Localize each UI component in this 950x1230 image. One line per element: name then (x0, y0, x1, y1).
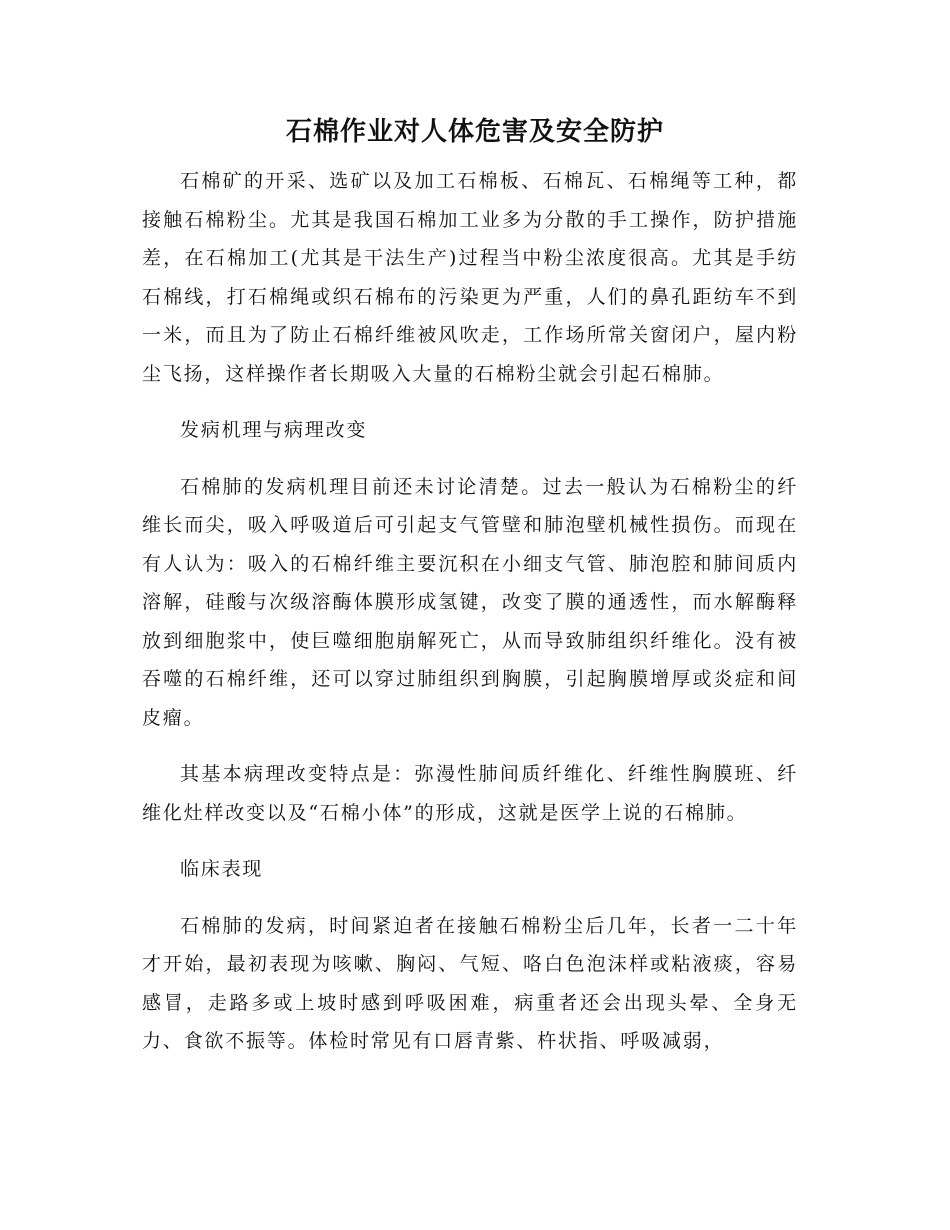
paragraph-clinical: 石棉肺的发病，时间紧迫者在接触石棉粉尘后几年，长者一二十年才开始，最初表现为咳嗽、胸闷、气短、咯白色泡沫样或粘液痰，容易感冒，走路多或上坡时感到呼吸困难，病重者还会出现头晕、全身无力、食欲不振等。体检时常见有口唇青紫、杵状指、呼吸减弱， (142, 914, 798, 1052)
document-body (142, 162, 798, 1079)
paragraph-intro: 石棉矿的开采、选矿以及加工石棉板、石棉瓦、石棉绳等工种，都接触石棉粉尘。尤其是我国石棉加工业多为分散的手工操作，防护措施差，在石棉加工(尤其是干法生产)过程当中粉尘浓度很高。尤其是手纺石棉线，打石棉绳或织石棉布的污染更为严重，人们的鼻孔距纺车不到一米，而且为了防止石棉纤维被风吹走，工作场所常关窗闭户，屋内粉尘飞扬，这样操作者长期吸入大量的石棉粉尘就会引起石棉肺。 (142, 170, 798, 385)
document-title: 石棉作业对人体危害及安全防护 (285, 117, 664, 147)
section-heading-pathogenesis: 发病机理与病理改变 (180, 419, 368, 441)
section-heading-clinical: 临床表现 (180, 858, 264, 880)
paragraph-pathology-features: 其基本病理改变特点是：弥漫性肺间质纤维化、纤维性胸膜班、纤维化灶样改变以及“石棉小体”的形成，这就是医学上说的石棉肺。 (142, 763, 798, 824)
paragraph-pathogenesis: 石棉肺的发病机理目前还未讨论清楚。过去一般认为石棉粉尘的纤维长而尖，吸入呼吸道后可引起支气管壁和肺泡壁机械性损伤。而现在有人认为：吸入的石棉纤维主要沉积在小细支气管、肺泡腔和肺间质内溶解，硅酸与次级溶酶体膜形成氢键，改变了膜的通透性，而水解酶释放到细胞浆中，使巨噬细胞崩解死亡，从而导致肺组织纤维化。没有被吞噬的石棉纤维，还可以穿过肺组织到胸膜，引起胸膜增厚或炎症和间皮瘤。 (142, 475, 798, 729)
